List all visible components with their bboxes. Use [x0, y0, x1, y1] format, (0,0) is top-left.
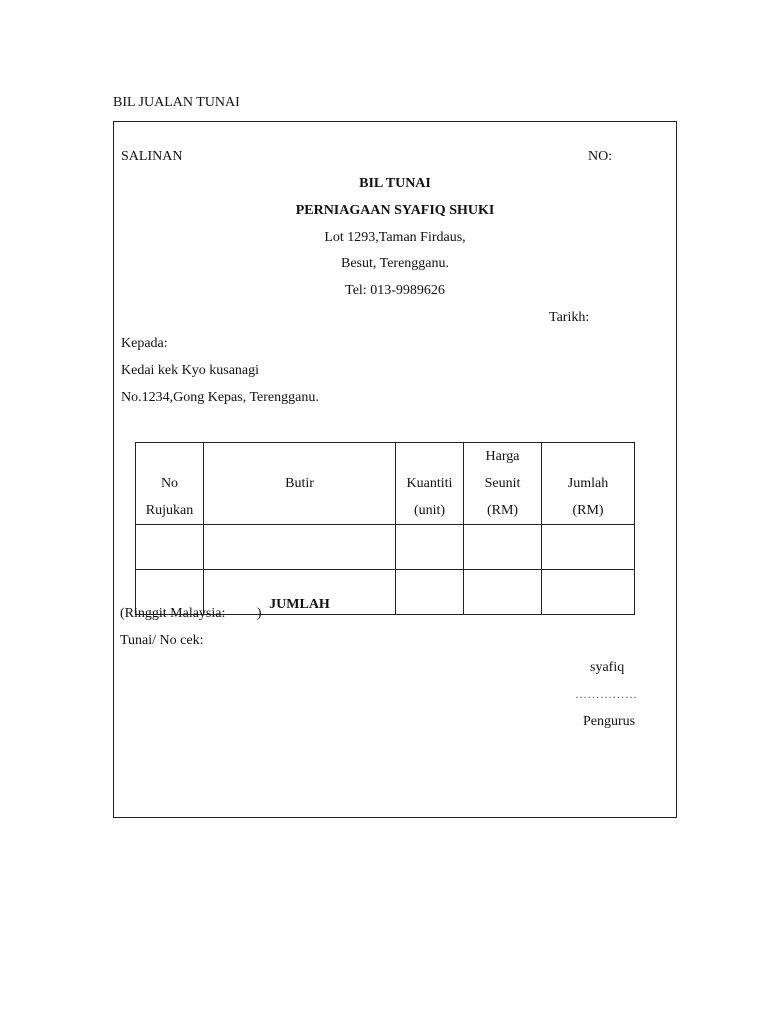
- company-address-line2: Besut, Terengganu.: [340, 256, 449, 271]
- header-kuantiti: [396, 443, 464, 525]
- header-butir-label: Butir: [285, 476, 314, 491]
- header-butir: [204, 443, 396, 525]
- header-jumlah: [542, 443, 635, 525]
- recipient-name: Kedai kek Kyo kusanagi: [121, 363, 260, 378]
- header-kuantiti-line1: Kuantiti: [406, 476, 453, 491]
- header-harga-line2: Seunit: [484, 476, 521, 491]
- header-jumlah-line1: Jumlah: [567, 476, 609, 491]
- company-name: PERNIAGAAN SYAFIQ SHUKI: [295, 203, 495, 218]
- company-phone: Tel: 013-9989626: [345, 283, 445, 298]
- signature-line: ……………: [575, 687, 638, 701]
- total-cell-harga: [464, 570, 542, 615]
- header-no-rujukan-line1: No: [160, 476, 179, 491]
- to-label: Kepada:: [121, 336, 168, 351]
- cell-kuantiti: [396, 525, 464, 570]
- ringgit-malaysia-line: (Ringgit Malaysia: ): [120, 606, 262, 621]
- copy-label: SALINAN: [121, 149, 183, 164]
- signature-name: syafiq: [590, 660, 625, 675]
- company-address-line1: Lot 1293,Taman Firdaus,: [324, 230, 466, 245]
- cell-butir: [204, 525, 396, 570]
- table-row: [136, 525, 635, 570]
- bill-number-label: NO:: [588, 149, 613, 164]
- header-jumlah-line2: (RM): [572, 503, 604, 518]
- signatory-title: Pengurus: [583, 714, 636, 729]
- total-cell-kuantiti: [396, 570, 464, 615]
- date-label: Tarikh:: [549, 310, 590, 325]
- total-cell-jumlah: [542, 570, 635, 615]
- cell-no-rujukan: [136, 525, 204, 570]
- cell-jumlah: [542, 525, 635, 570]
- items-table: [135, 442, 635, 615]
- header-harga-line3: (RM): [486, 503, 519, 518]
- recipient-address: No.1234,Gong Kepas, Terengganu.: [121, 390, 319, 405]
- header-no-rujukan: [136, 443, 204, 525]
- header-kuantiti-line2: (unit): [413, 503, 446, 518]
- total-label: JUMLAH: [204, 570, 396, 615]
- bill-heading: BIL TUNAI: [359, 176, 431, 191]
- cell-harga: [464, 525, 542, 570]
- cash-cheque-line: Tunai/ No cek:: [120, 633, 204, 648]
- document-title: BIL JUALAN TUNAI: [113, 95, 240, 110]
- table-header-row: [136, 443, 635, 525]
- header-no-rujukan-line2: Rujukan: [145, 503, 194, 518]
- header-harga-line1: Harga: [485, 449, 520, 464]
- header-harga: [464, 443, 542, 525]
